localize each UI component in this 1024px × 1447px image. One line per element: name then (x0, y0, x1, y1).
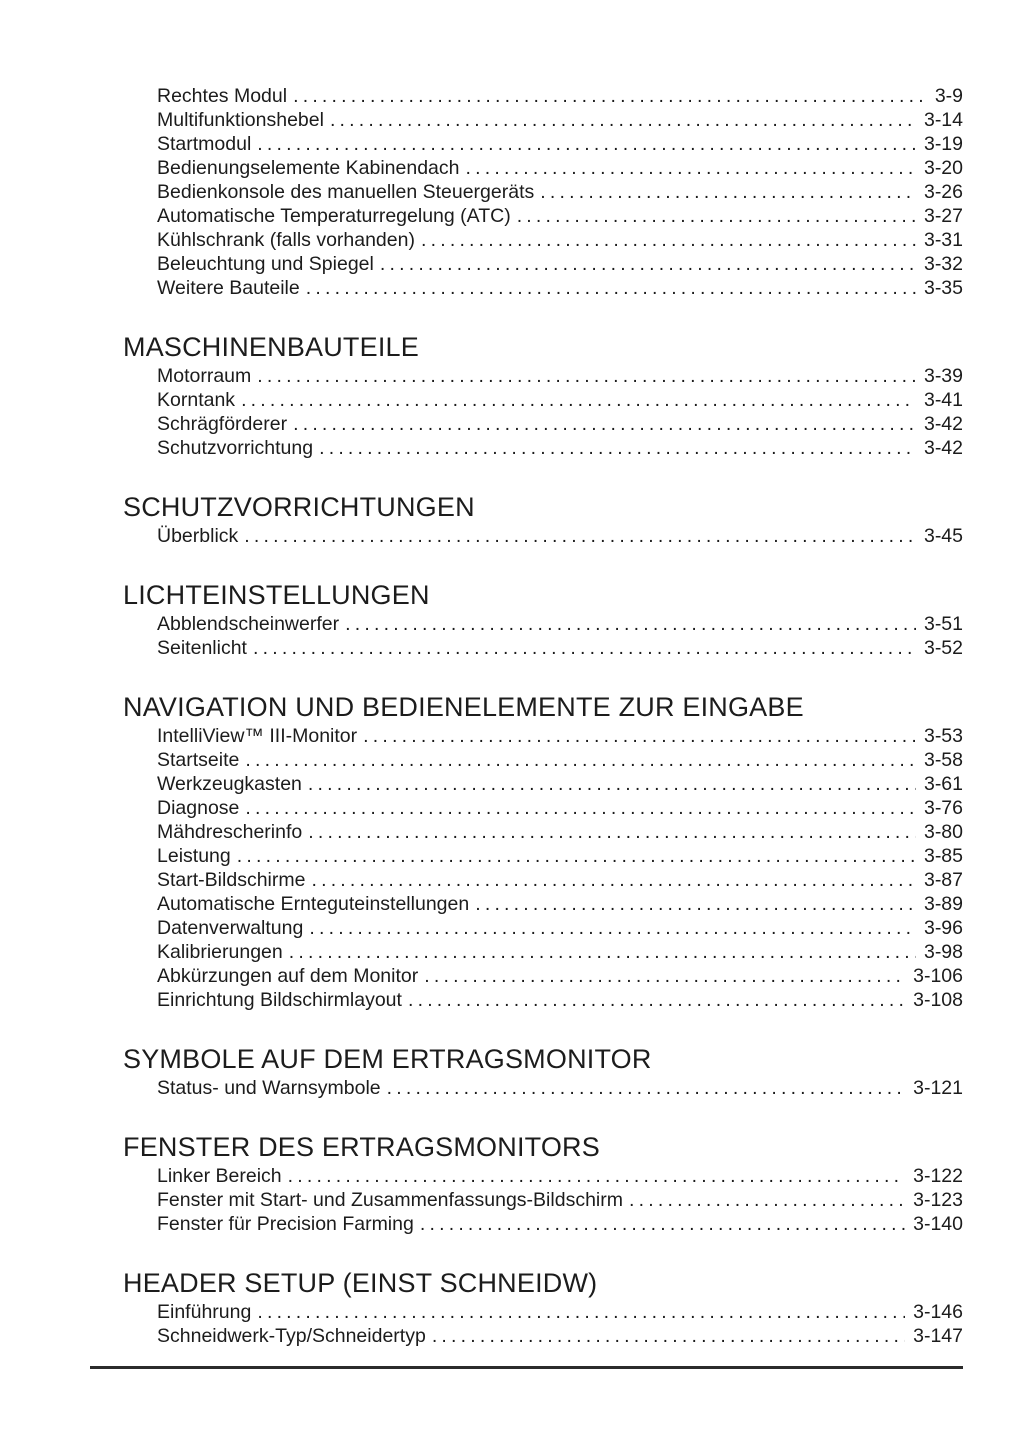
section-heading: LICHTEINSTELLUNGEN (123, 580, 430, 610)
toc-entry-page-number: 3-9 (934, 85, 963, 107)
toc-section (123, 490, 963, 548)
toc-entry-label: Schneidwerk-Typ/Schneidertyp (157, 1325, 426, 1347)
toc-section (123, 1266, 963, 1348)
dot-leader (253, 636, 916, 660)
section-heading: MASCHINENBAUTEILE (123, 332, 419, 362)
toc-entry (157, 412, 963, 436)
toc-entry-label: IntelliView™ III-Monitor (157, 725, 358, 747)
toc-entry (157, 1324, 963, 1348)
dot-leader (308, 772, 916, 796)
toc-entry-label: Datenverwaltung (157, 917, 304, 939)
toc-entry-page-number: 3-147 (913, 1325, 963, 1347)
toc-entry-page-number: 3-85 (923, 845, 963, 867)
dot-leader (420, 1212, 905, 1236)
toc-section (123, 84, 963, 300)
toc-entry-label: Startmodul (157, 133, 252, 155)
toc-entry (157, 1300, 963, 1324)
toc-entry-page-number: 3-108 (913, 989, 963, 1011)
toc-entry-label: Status- und Warnsymbole (157, 1077, 381, 1099)
dot-leader (517, 204, 916, 228)
toc-entry (157, 940, 963, 964)
toc-entry (157, 868, 963, 892)
toc-entry-label: Linker Bereich (157, 1165, 282, 1187)
toc-section (123, 1042, 963, 1100)
toc-entry (157, 772, 963, 796)
toc-entry (157, 1076, 963, 1100)
dot-leader (629, 1188, 905, 1212)
toc-entry-page-number: 3-19 (923, 133, 963, 155)
toc-entry-page-number: 3-61 (923, 773, 963, 795)
dot-leader (387, 1076, 906, 1100)
dot-leader (306, 276, 916, 300)
toc-entry (157, 892, 963, 916)
toc-entry-label: Seitenlicht (157, 637, 247, 659)
dot-leader (319, 436, 916, 460)
dot-leader (288, 1164, 905, 1188)
toc-entry-page-number: 3-26 (923, 181, 963, 203)
toc-entry-page-number: 3-98 (923, 941, 963, 963)
toc-entry (157, 204, 963, 228)
dot-leader (424, 964, 905, 988)
toc-entry (157, 132, 963, 156)
toc-entry-page-number: 3-80 (923, 821, 963, 843)
toc-entry-page-number: 3-87 (923, 869, 963, 891)
toc-entry-page-number: 3-39 (923, 365, 963, 387)
toc-entry (157, 1212, 963, 1236)
toc-entry (157, 252, 963, 276)
dot-leader (432, 1324, 905, 1348)
toc-entry-page-number: 3-123 (913, 1189, 963, 1211)
toc-entry-page-number: 3-42 (923, 437, 963, 459)
toc-entry-label: Start-Bildschirme (157, 869, 306, 891)
toc-entry-page-number: 3-32 (923, 253, 963, 275)
toc-entry-label: Werkzeugkasten (157, 773, 302, 795)
dot-leader (257, 364, 916, 388)
toc-section (123, 330, 963, 460)
section-item-list (123, 524, 963, 548)
toc-entry-label: Startseite (157, 749, 240, 771)
toc-entry-page-number: 3-51 (923, 613, 963, 635)
toc-entry-label: Überblick (157, 525, 239, 547)
toc-entry-page-number: 3-45 (923, 525, 963, 547)
toc-entry-label: Einrichtung Bildschirmlayout (157, 989, 402, 1011)
toc-entry-page-number: 3-89 (923, 893, 963, 915)
toc-section (123, 690, 963, 1012)
dot-leader (408, 988, 905, 1012)
dot-leader (330, 108, 916, 132)
dot-leader (257, 1300, 905, 1324)
section-heading: HEADER SETUP (EINST SCHNEIDW) (123, 1268, 598, 1298)
toc-entry (157, 612, 963, 636)
toc-entry (157, 436, 963, 460)
section-item-list (123, 84, 963, 300)
toc-entry-page-number: 3-76 (923, 797, 963, 819)
toc-entry-label: Multifunktionshebel (157, 109, 324, 131)
toc-entry-label: Motorraum (157, 365, 252, 387)
toc-entry (157, 820, 963, 844)
toc-entry (157, 796, 963, 820)
toc-section (123, 1130, 963, 1236)
dot-leader (475, 892, 916, 916)
toc-entry (157, 388, 963, 412)
toc-entry-page-number: 3-20 (923, 157, 963, 179)
dot-leader (244, 524, 916, 548)
toc-entry-label: Leistung (157, 845, 231, 867)
toc-entry-label: Mähdrescherinfo (157, 821, 303, 843)
toc-entry-page-number: 3-106 (913, 965, 963, 987)
toc-entry-label: Schrägförderer (157, 413, 288, 435)
toc-entry (157, 1188, 963, 1212)
dot-leader (289, 940, 916, 964)
toc-entry (157, 180, 963, 204)
toc-entry (157, 364, 963, 388)
toc-entry-page-number: 3-41 (923, 389, 963, 411)
toc-entry-page-number: 3-140 (913, 1213, 963, 1235)
toc-entry-label: Bedienkonsole des manuellen Steuergeräts (157, 181, 535, 203)
dot-leader (237, 844, 916, 868)
section-item-list (123, 1076, 963, 1100)
toc-entry (157, 108, 963, 132)
toc-entry-page-number: 3-52 (923, 637, 963, 659)
toc-entry-page-number: 3-58 (923, 749, 963, 771)
toc-entry-page-number: 3-14 (923, 109, 963, 131)
dot-leader (421, 228, 916, 252)
toc-entry-label: Korntank (157, 389, 236, 411)
toc-entry-page-number: 3-146 (913, 1301, 963, 1323)
toc-entry-label: Kalibrierungen (157, 941, 283, 963)
toc-entry-page-number: 3-27 (923, 205, 963, 227)
toc-entry (157, 156, 963, 180)
toc-entry-page-number: 3-122 (913, 1165, 963, 1187)
toc-entry (157, 844, 963, 868)
toc-entry-label: Beleuchtung und Spiegel (157, 253, 374, 275)
toc-entry-label: Weitere Bauteile (157, 277, 300, 299)
toc-entry (157, 748, 963, 772)
toc-entry (157, 84, 963, 108)
dot-leader (380, 252, 916, 276)
dot-leader (293, 84, 927, 108)
toc-entry-label: Schutzvorrichtung (157, 437, 314, 459)
table-of-contents (90, 0, 963, 1348)
toc-entry-page-number: 3-35 (923, 277, 963, 299)
section-heading: FENSTER DES ERTRAGSMONITORS (123, 1132, 600, 1162)
toc-entry-label: Kühlschrank (falls vorhanden) (157, 229, 415, 251)
dot-leader (245, 748, 916, 772)
section-heading: SYMBOLE AUF DEM ERTRAGSMONITOR (123, 1044, 652, 1074)
dot-leader (363, 724, 916, 748)
toc-entry-label: Fenster für Precision Farming (157, 1213, 414, 1235)
toc-entry-label: Automatische Temperaturregelung (ATC) (157, 205, 511, 227)
toc-entry-page-number: 3-53 (923, 725, 963, 747)
section-item-list (123, 1164, 963, 1236)
toc-entry (157, 916, 963, 940)
toc-entry (157, 228, 963, 252)
footer-rule (90, 1366, 963, 1369)
dot-leader (245, 796, 916, 820)
dot-leader (308, 820, 916, 844)
toc-entry-label: Automatische Ernteguteinstellungen (157, 893, 470, 915)
toc-entry (157, 724, 963, 748)
toc-entry-label: Abkürzungen auf dem Monitor (157, 965, 419, 987)
toc-entry-label: Diagnose (157, 797, 240, 819)
page-content (90, 0, 963, 1348)
toc-entry-label: Fenster mit Start- und Zusammenfassungs-Bildschirm (157, 1189, 623, 1211)
toc-entry-page-number: 3-31 (923, 229, 963, 251)
section-item-list (123, 724, 963, 1012)
toc-entry-label: Bedienungselemente Kabinendach (157, 157, 460, 179)
section-heading: SCHUTZVORRICHTUNGEN (123, 492, 475, 522)
section-item-list (123, 612, 963, 660)
section-heading: NAVIGATION UND BEDIENELEMENTE ZUR EINGABE (123, 692, 804, 722)
toc-entry-label: Abblendscheinwerfer (157, 613, 340, 635)
toc-section (123, 578, 963, 660)
toc-entry (157, 276, 963, 300)
toc-entry (157, 524, 963, 548)
dot-leader (345, 612, 916, 636)
dot-leader (257, 132, 916, 156)
toc-entry-label: Einführung (157, 1301, 252, 1323)
dot-leader (311, 868, 916, 892)
section-item-list (123, 1300, 963, 1348)
toc-entry-page-number: 3-96 (923, 917, 963, 939)
toc-entry (157, 988, 963, 1012)
toc-entry-label: Rechtes Modul (157, 85, 288, 107)
dot-leader (466, 156, 916, 180)
dot-leader (540, 180, 916, 204)
toc-entry (157, 964, 963, 988)
toc-entry (157, 1164, 963, 1188)
toc-entry-page-number: 3-42 (923, 413, 963, 435)
dot-leader (309, 916, 916, 940)
dot-leader (241, 388, 916, 412)
toc-entry (157, 636, 963, 660)
dot-leader (293, 412, 916, 436)
section-item-list (123, 364, 963, 460)
toc-entry-page-number: 3-121 (913, 1077, 963, 1099)
